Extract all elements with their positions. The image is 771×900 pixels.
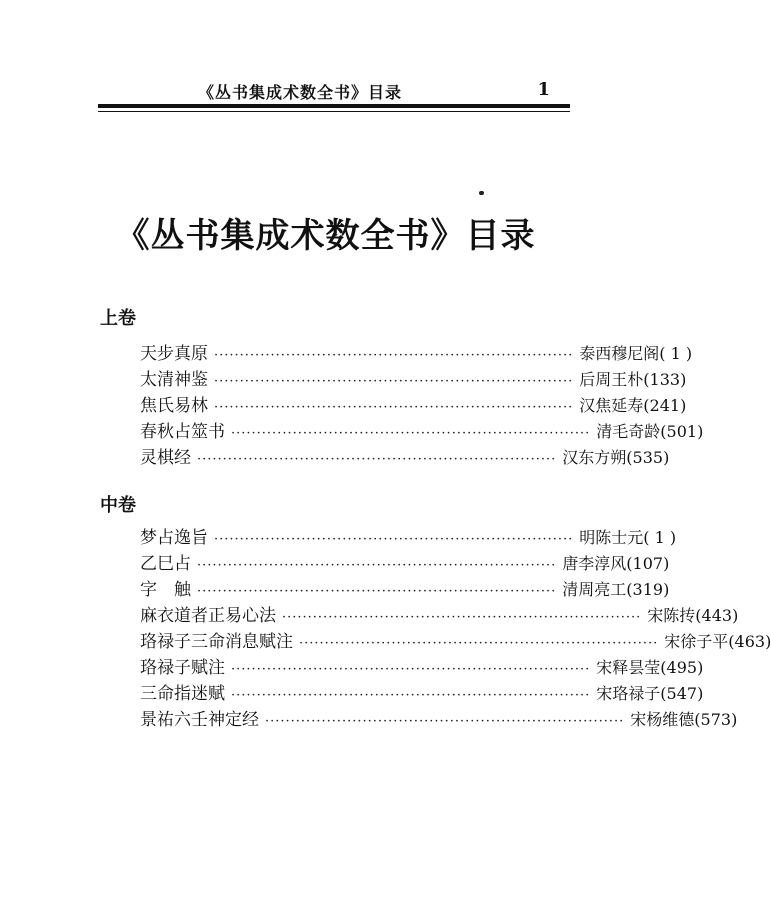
leader-dots: ······································································ [231, 688, 591, 703]
entry-author: 清毛奇龄 [596, 422, 661, 441]
entry-page: (463) [728, 632, 771, 651]
toc-entry[interactable] [140, 707, 738, 733]
entry-page: (319) [626, 580, 670, 599]
entry-author: 宋徐子平 [664, 632, 729, 651]
entry-page: (107) [626, 554, 670, 573]
leader-dots: ······································································ [231, 662, 591, 677]
entry-author: 宋释昙莹 [596, 658, 661, 677]
entry-title: 三命指迷赋 [140, 684, 225, 704]
leader-dots: ······································································ [214, 400, 574, 415]
toc-list-middle [140, 525, 771, 733]
entry-page: (501) [660, 422, 704, 441]
entry-title: 春秋占筮书 [140, 422, 225, 442]
entry-title: 梦占逸旨 [140, 528, 208, 548]
leader-dots: ······································································ [214, 532, 574, 547]
leader-dots: ······································································ [197, 584, 557, 599]
leader-dots: ······································································ [214, 348, 574, 363]
leader-dots: ······································································ [231, 426, 591, 441]
running-title: 《丛书集成术数全书》目录 [198, 83, 403, 102]
entry-page: (535) [626, 448, 670, 467]
entry-author: 泰西穆尼阁 [579, 344, 660, 363]
section-heading-middle: 中卷 [100, 495, 136, 516]
entry-page: (443) [695, 606, 739, 625]
entry-page: (573) [694, 710, 738, 729]
leader-dots: ······································································ [214, 374, 574, 389]
entry-page: ( 1 ) [659, 344, 693, 363]
toc-list-upper [140, 341, 704, 471]
entry-author: 明陈士元 [579, 528, 644, 547]
toc-entry[interactable] [140, 393, 687, 419]
entry-title: 乙巳占 [140, 554, 191, 574]
entry-page: (241) [643, 396, 687, 415]
toc-entry[interactable] [140, 367, 687, 393]
header-rule-thin [98, 111, 570, 112]
toc-entry[interactable] [140, 525, 677, 551]
entry-author: 宋杨维德 [630, 710, 695, 729]
entry-title: 麻衣道者正易心法 [140, 606, 276, 626]
leader-dots: ······································································ [282, 610, 642, 625]
print-speck [479, 191, 484, 195]
toc-entry[interactable] [140, 655, 704, 681]
entry-title: 灵棋经 [140, 448, 191, 468]
toc-entry[interactable] [140, 445, 670, 471]
toc-entry[interactable] [140, 341, 693, 367]
entry-page: (133) [643, 370, 687, 389]
entry-page: (495) [660, 658, 704, 677]
toc-entry[interactable] [140, 419, 704, 445]
entry-author: 汉焦延寿 [579, 396, 644, 415]
page-title: 《丛书集成术数全书》目录 [115, 216, 536, 256]
entry-author: 汉东方朔 [562, 448, 627, 467]
entry-title: 景祐六壬神定经 [140, 710, 259, 730]
leader-dots: ······································································ [299, 636, 659, 651]
section-heading-upper: 上卷 [100, 308, 136, 329]
toc-entry[interactable] [140, 603, 739, 629]
header-rule-thick [98, 104, 570, 108]
leader-dots: ······································································ [197, 452, 557, 467]
leader-dots: ······································································ [197, 558, 557, 573]
toc-entry[interactable] [140, 577, 670, 603]
entry-author: 唐李淳风 [562, 554, 627, 573]
entry-author: 清周亮工 [562, 580, 627, 599]
entry-author: 宋陈抟 [647, 606, 696, 625]
entry-title: 太清神鉴 [140, 370, 208, 390]
running-header [98, 80, 570, 102]
entry-title: 珞禄子赋注 [140, 658, 225, 678]
entry-page: (547) [660, 684, 704, 703]
entry-title: 珞禄子三命消息赋注 [140, 632, 293, 652]
entry-page: ( 1 ) [643, 528, 677, 547]
page-number: 1 [537, 79, 550, 100]
toc-entry[interactable] [140, 551, 670, 577]
entry-author: 后周王朴 [579, 370, 644, 389]
entry-title: 天步真原 [140, 344, 208, 364]
leader-dots: ······································································ [265, 714, 625, 729]
toc-entry[interactable] [140, 681, 704, 707]
entry-title: 字 触 [140, 580, 191, 600]
entry-title: 焦氏易林 [140, 396, 208, 416]
toc-entry[interactable] [140, 629, 771, 655]
entry-author: 宋珞禄子 [596, 684, 661, 703]
